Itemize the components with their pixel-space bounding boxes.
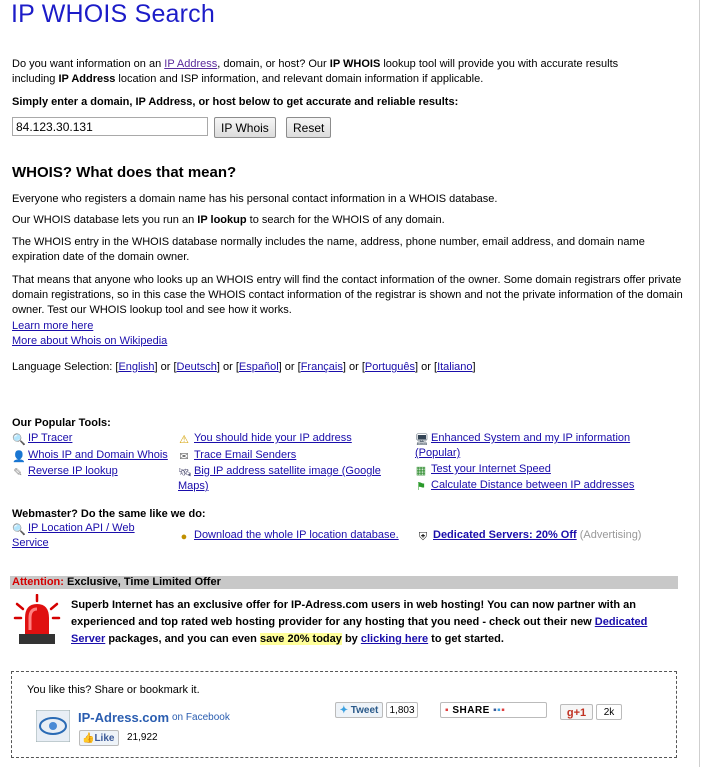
api-link[interactable]: IP Location API / Web Service [12, 522, 135, 549]
wikipedia-link[interactable]: More about Whois on Wikipedia [12, 335, 168, 347]
flag-icon: ⚑ [416, 481, 426, 493]
whois-text: to search for the WHOIS of any domain. [246, 214, 445, 226]
intro-text: location and ISP information, and relevant domain information if applicable. [115, 73, 484, 85]
intro-bold: IP Address [58, 73, 116, 85]
tweet-label: Tweet [350, 705, 379, 716]
twitter-bird-icon: ✦ [339, 705, 348, 716]
like-label: Like [94, 733, 115, 744]
advertising-note: (Advertising) [579, 529, 642, 541]
download-link[interactable]: Download the whole IP location database. [194, 529, 399, 541]
tool-link[interactable]: IP Tracer [28, 432, 73, 444]
gplus-count: 2k [596, 704, 622, 720]
attention-label: Attention: [12, 576, 64, 588]
facebook-like-button[interactable] [79, 730, 119, 746]
reset-button[interactable]: Reset [286, 117, 331, 138]
like-count: 21,922 [127, 732, 158, 743]
tool-link[interactable]: Big IP address satellite image (Google Maps) [178, 465, 381, 492]
dedicated-server-link[interactable]: Dedicated Server [71, 616, 648, 645]
ip-adress-logo-icon [36, 710, 70, 742]
share-box [11, 671, 677, 758]
tool-speed-test[interactable] [415, 462, 551, 477]
thumbs-up-icon: 👍 [82, 733, 95, 744]
bar-chart-icon: ▦ [415, 465, 427, 477]
siren-icon [13, 594, 61, 646]
tool-link[interactable]: Trace Email Senders [194, 449, 297, 461]
download-item[interactable] [178, 528, 399, 543]
on-facebook-text: on Facebook [172, 712, 230, 723]
whois-p3: The WHOIS entry in the WHOIS database normally includes the name, address, phone number, email address, and domain name expiration date of the domain owner. [12, 236, 645, 263]
share-prompt: You like this? Share or bookmark it. [27, 684, 200, 696]
tool-link[interactable]: Test your Internet Speed [431, 463, 551, 475]
offer-part: to get started. [428, 633, 504, 645]
tool-distance[interactable] [415, 478, 634, 493]
lang-francais[interactable]: Français [300, 361, 343, 373]
language-label: Language Selection: [12, 361, 116, 373]
attention-text: Exclusive, Time Limited Offer [63, 576, 221, 588]
whois-p4: That means that anyone who looks up an WHOIS entry will find the contact information of the owner. Some domain registrars offer private domain registrations, so in this case the WHOIS contact information of the registrar is shown and not the private information of the domain owner. Test our WHOIS lookup tool and see how it works. [12, 274, 683, 316]
intro-line2 [12, 72, 483, 87]
lang-english[interactable]: English [118, 361, 155, 373]
social-icons: ▪ [497, 705, 502, 716]
site-facebook-link[interactable]: IP-Adress.com [78, 710, 170, 725]
envelope-icon: ✉ [179, 451, 189, 463]
magnifier-icon: 🔍 [12, 524, 26, 536]
tool-link[interactable]: You should hide your IP address [194, 432, 352, 444]
search-input[interactable] [12, 117, 208, 136]
intro-text: lookup tool will provide you with accurate results [380, 58, 619, 70]
shield-icon: ⛨ [418, 531, 428, 543]
share-plus-icon: ▪ [445, 705, 450, 716]
google-plus-button[interactable] [560, 704, 593, 720]
dedicated-servers-link[interactable]: Dedicated Servers: 20% Off [433, 529, 577, 541]
social-icons: ▪ [493, 705, 498, 716]
language-selection: Language Selection: [English] or [Deutsch] or [Español] or [Français] or [Português] or [Italiano] [12, 361, 476, 373]
tool-link[interactable]: Calculate Distance between IP addresses [431, 479, 635, 491]
clicking-here-link[interactable]: clicking here [360, 633, 429, 645]
tweet-count: 1,803 [386, 702, 418, 718]
wiki-row [12, 334, 167, 349]
tool-link[interactable]: Reverse IP lookup [28, 465, 118, 477]
pencil-icon: ✎ [13, 467, 23, 479]
lang-deutsch[interactable]: Deutsch [176, 361, 217, 373]
lang-portugues[interactable]: Português [364, 361, 416, 373]
attention-bar [10, 576, 678, 589]
person-icon: 👤 [12, 451, 26, 463]
tool-link[interactable]: Enhanced System and my IP information (Popular) [415, 432, 631, 459]
intro-line1 [12, 57, 618, 72]
learn-more-row [12, 319, 93, 334]
webmaster-heading: Webmaster? Do the same like we do: [12, 508, 206, 520]
social-icons: ▪ [501, 705, 506, 716]
offer-part: Superb Internet has an exclusive offer for IP-Adress.com users in web hosting! You can now partner with an experienced and top rated web hosting provider for any hosting that you need - check out their new [71, 599, 636, 628]
lang-italiano[interactable]: Italiano [437, 361, 473, 373]
intro-text: Do you want information on an [12, 58, 165, 70]
whois-text: Our WHOIS database lets you run an [12, 214, 198, 226]
page-title: IP WHOIS Search [11, 0, 215, 28]
satellite-icon: 🛰 [178, 467, 192, 479]
ip-whois-button[interactable]: IP Whois [214, 117, 276, 138]
offer-highlight: save 20% today [259, 633, 342, 645]
intro-bold: IP WHOIS [329, 58, 381, 70]
ip-address-link[interactable]: IP Address [164, 58, 218, 70]
monitor-icon: 🖥 [415, 434, 429, 446]
google-plus-icon: g [566, 707, 574, 719]
whois-p2 [12, 213, 445, 228]
whois-p1: Everyone who registers a domain name has his personal contact information in a WHOIS database. [12, 193, 498, 205]
tool-link[interactable]: Whois IP and Domain Whois [28, 449, 168, 461]
tool-hide-ip[interactable] [178, 431, 352, 446]
tools-heading: Our Popular Tools: [12, 417, 111, 429]
gplus-label: +1 [573, 707, 587, 719]
tool-reverse-ip[interactable] [12, 464, 118, 479]
tweet-button[interactable] [335, 702, 383, 718]
intro-text: including [12, 73, 59, 85]
learn-more-link[interactable]: Learn more here [12, 320, 94, 332]
whois-bold: IP lookup [197, 214, 247, 226]
warning-icon: ⚠ [179, 434, 189, 446]
magnifier-icon: 🔍 [12, 434, 26, 446]
tool-whois[interactable] [12, 448, 168, 463]
offer-part: by [341, 633, 361, 645]
search-instruction: Simply enter a domain, IP Address, or host below to get accurate and reliable results: [12, 96, 459, 108]
tool-satellite[interactable] [178, 464, 403, 494]
tool-trace-email[interactable] [178, 448, 296, 463]
tool-ip-tracer[interactable] [12, 431, 72, 446]
intro-text: , domain, or host? Our [217, 58, 330, 70]
api-item[interactable] [12, 521, 162, 551]
addthis-share-button[interactable] [440, 702, 547, 718]
offer-part: packages, and you can even [105, 633, 260, 645]
tool-system-info[interactable] [415, 431, 655, 461]
servers-item[interactable] [417, 528, 641, 543]
database-icon: ● [180, 531, 188, 543]
whois-heading: WHOIS? What does that mean? [12, 164, 237, 181]
offer-text [71, 597, 651, 648]
lang-espanol[interactable]: Español [238, 361, 279, 373]
share-label: SHARE [452, 705, 490, 716]
